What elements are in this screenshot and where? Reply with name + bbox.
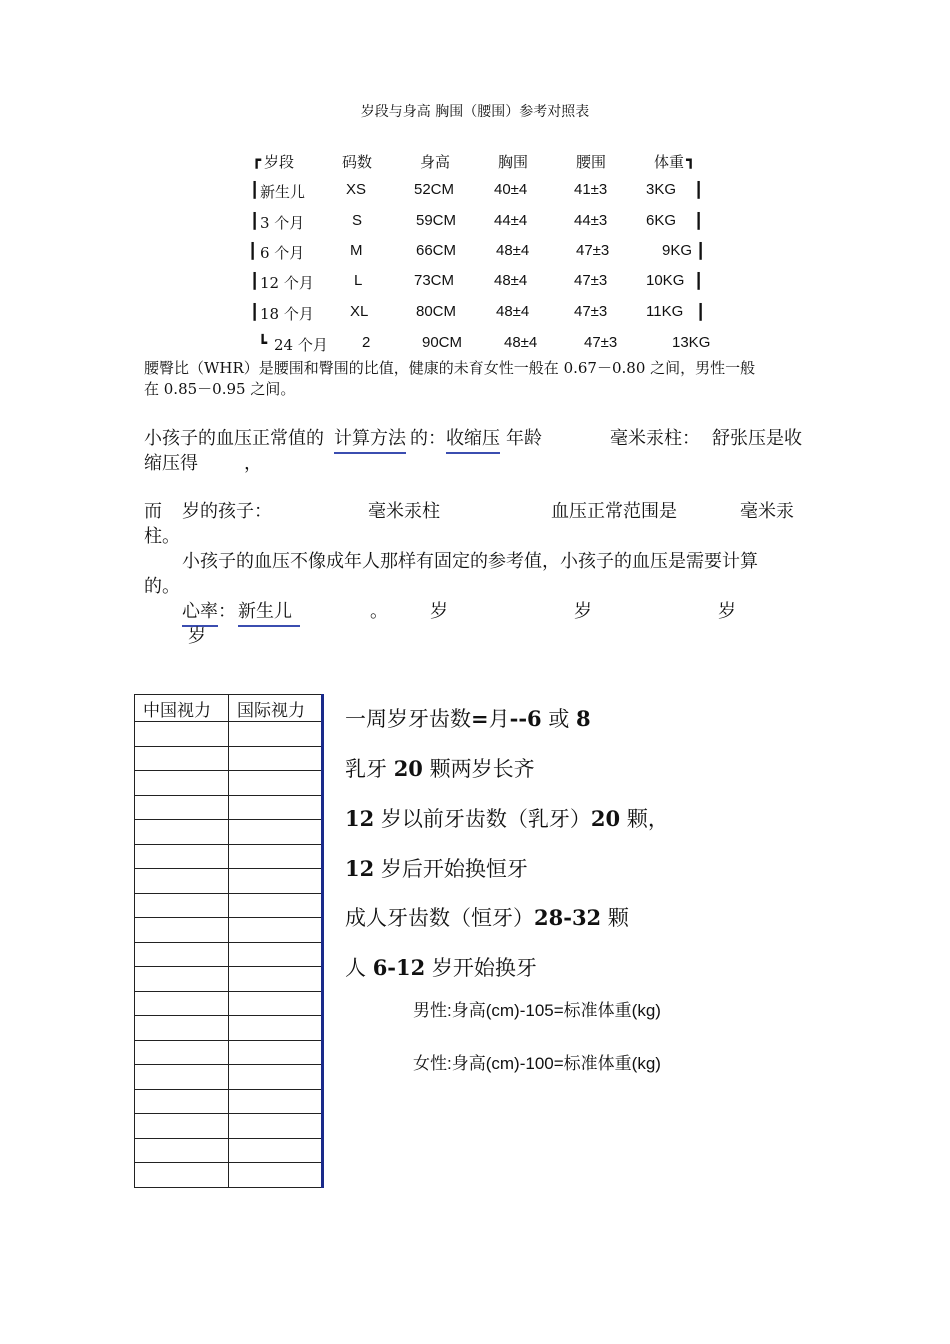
vision-table-cell (135, 1089, 229, 1114)
female-weight-formula: 女性:身高(cm)-100=标准体重(kg) (413, 1054, 661, 1073)
header-weight: 体重 (654, 153, 685, 171)
row-border-left: ┃ (250, 212, 260, 230)
size-table-cell: 47±3 (576, 242, 610, 259)
size-table-cell: 52CM (414, 181, 455, 198)
size-table-cell: 73CM (414, 272, 455, 289)
vision-table-cell (229, 820, 323, 845)
newborn-link[interactable]: 新生儿 (238, 599, 300, 627)
size-table-cell: 12 个月 (260, 274, 314, 292)
size-table-cell: 44±4 (494, 212, 528, 229)
size-table-cell: 47±3 (584, 334, 618, 351)
vision-table-cell (135, 1040, 229, 1065)
size-table-cell: XS (346, 181, 367, 198)
teeth-note-number: 12 (345, 806, 375, 831)
header-height: 身高 (420, 153, 451, 171)
vision-table-cell (135, 795, 229, 820)
vision-table-cell (229, 1089, 323, 1114)
size-table-cell: 18 个月 (260, 305, 314, 323)
corner-top-left: ┏ (252, 151, 262, 169)
teeth-note-number: 8 (576, 706, 591, 731)
vision-table-row (135, 820, 323, 845)
row-border-left: ┃ (248, 242, 258, 260)
row-border-right: ┃ (696, 303, 706, 321)
size-table-cell: 59CM (416, 212, 457, 229)
vision-table (134, 694, 324, 1188)
size-table-cell: 11KG (646, 303, 684, 320)
vision-table-cell (135, 771, 229, 796)
teeth-note-text: 颗， (620, 807, 669, 831)
vision-table-row (135, 869, 323, 894)
teeth-note-text: 颗 (601, 906, 629, 930)
size-table-cell: 3KG (646, 181, 677, 198)
bp-link-method[interactable]: 计算方法 (334, 426, 406, 454)
teeth-note-text: 月 (488, 707, 510, 731)
vision-table-row (135, 1040, 323, 1065)
whr-paragraph (144, 358, 824, 400)
vision-table-cell (229, 746, 323, 771)
bp-text: 而 (144, 501, 162, 522)
vision-table-cell (135, 844, 229, 869)
vision-table-cell (229, 991, 323, 1016)
heart-rate (144, 599, 824, 649)
size-table-cell: 24 个月 (274, 336, 328, 354)
vision-table-cell (229, 1040, 323, 1065)
teeth-note (345, 803, 669, 833)
teeth-note-number: 20 (393, 756, 423, 781)
bp-text: 的。 (144, 576, 180, 597)
size-table-cell: 48±4 (494, 272, 528, 289)
vision-table-cell (135, 1138, 229, 1163)
vision-table-row (135, 771, 323, 796)
size-table-cell: 66CM (416, 242, 457, 259)
vision-table-cell (135, 967, 229, 992)
teeth-note-text: 一周岁牙齿数 (345, 707, 471, 731)
vision-table-cell (135, 1114, 229, 1139)
heart-rate-link[interactable]: 心率 (182, 599, 218, 627)
vision-table-cell (135, 820, 229, 845)
row-border-right: ┃ (694, 272, 704, 290)
teeth-note-number: 6-12 (372, 955, 426, 980)
size-table-cell: 2 (362, 334, 371, 351)
header-china-vision: 中国视力 (135, 695, 229, 722)
size-table-cell: 41±3 (574, 181, 608, 198)
vision-table-cell (229, 722, 323, 747)
size-table-cell: 80CM (416, 303, 457, 320)
bp-text: 小孩子的血压正常值的 (144, 428, 324, 449)
header-age: 岁段 (264, 153, 295, 171)
teeth-note-number: --6 (509, 706, 542, 731)
teeth-note-number: 12 (345, 856, 375, 881)
vision-table-row (135, 991, 323, 1016)
size-table-cell: 48±4 (504, 334, 538, 351)
corner-top-right: ┓ (686, 151, 696, 169)
row-border-left: ┃ (250, 272, 260, 290)
size-table-cell: 40±4 (494, 181, 528, 198)
teeth-note-text: 岁开始换牙 (425, 956, 537, 980)
vision-table-cell (229, 771, 323, 796)
teeth-note-text: 成人牙齿数（恒牙） (345, 906, 534, 930)
size-table-row (250, 242, 720, 268)
size-table-cell: 9KG (662, 242, 693, 259)
vision-table-row (135, 1163, 323, 1188)
teeth-note-number: = (471, 706, 489, 731)
teeth-note (345, 853, 528, 883)
whr-line-1: 腰臀比（WHR）是腰围和臀围的比值，健康的未育女性一般在 0.67－0.80 之间，男性一般 (144, 359, 756, 377)
header-chest: 胸围 (498, 153, 529, 171)
size-table-cell: S (352, 212, 363, 229)
heart-rate-text: 岁 (574, 601, 592, 622)
size-table-cell: 10KG (646, 272, 685, 289)
size-table-row (250, 303, 720, 329)
vision-table-cell (135, 869, 229, 894)
row-border-right: ┃ (694, 212, 704, 230)
page-title: 岁段与身高 胸围（腰围）参考对照表 (360, 104, 590, 120)
header-intl-vision: 国际视力 (229, 695, 323, 722)
vision-table-row (135, 1089, 323, 1114)
vision-table-row (135, 1138, 323, 1163)
size-table-row (250, 272, 720, 298)
vision-table-cell (229, 918, 323, 943)
vision-table-row (135, 746, 323, 771)
size-table-cell: L (354, 272, 363, 289)
bp-text: 年龄 (506, 428, 542, 449)
vision-table-cell (135, 1163, 229, 1188)
vision-table-cell (229, 1016, 323, 1041)
bp-text: 毫米汞柱： (610, 428, 700, 449)
vision-table-row (135, 1065, 323, 1090)
teeth-note-text: 岁以前牙齿数（乳牙） (374, 807, 591, 831)
teeth-note (345, 703, 591, 733)
size-table-cell: 44±3 (574, 212, 608, 229)
teeth-note-text: 人 (345, 956, 373, 980)
size-table-cell: 6KG (646, 212, 677, 229)
teeth-note (345, 902, 629, 932)
bp-text: 岁的孩子： (182, 501, 272, 522)
vision-table-cell (229, 1163, 323, 1188)
size-table-cell: XL (350, 303, 369, 320)
size-table-cell: 48±4 (496, 303, 530, 320)
vision-table-row (135, 1114, 323, 1139)
vision-table-cell (229, 967, 323, 992)
teeth-note-text: 或 (541, 707, 577, 731)
bp-text: 柱。 (144, 526, 180, 547)
vision-table-row (135, 942, 323, 967)
vision-table-row (135, 967, 323, 992)
vision-table-cell (229, 795, 323, 820)
bp-text: 的： (410, 428, 446, 449)
vision-table-cell (229, 893, 323, 918)
vision-table-cell (229, 844, 323, 869)
vision-table-row (135, 918, 323, 943)
header-size: 码数 (342, 153, 373, 171)
vision-table-cell (135, 942, 229, 967)
vision-table-cell (135, 991, 229, 1016)
heart-rate-text: 。 (370, 601, 388, 622)
row-border-right: ┃ (696, 242, 706, 260)
teeth-note-number: 28-32 (534, 905, 602, 930)
row-border-left: ┃ (250, 181, 260, 199)
vision-table-row (135, 1016, 323, 1041)
bp-text: 小孩子的血压不像成年人那样有固定的参考值，小孩子的血压是需要计算 (182, 551, 758, 572)
size-table-cell: 新生儿 (260, 183, 306, 201)
vision-table-cell (135, 1065, 229, 1090)
heart-rate-text: 岁 (430, 601, 448, 622)
vision-table-row (135, 893, 323, 918)
bp-text: 缩压得 (144, 453, 198, 474)
vision-table-row (135, 795, 323, 820)
heart-rate-text: ： (218, 601, 236, 622)
corner-bottom-left: ┗ (258, 334, 268, 352)
whr-line-2: 在 0.85－0.95 之间。 (144, 380, 296, 398)
size-table-cell: 47±3 (574, 303, 608, 320)
bp-text: ， (244, 453, 262, 474)
size-table-cell: 47±3 (574, 272, 608, 289)
row-border-left: ┃ (250, 303, 260, 321)
teeth-note (345, 952, 537, 982)
vision-table-cell (229, 1114, 323, 1139)
vision-table-cell (229, 942, 323, 967)
bp-paragraph (144, 426, 824, 476)
size-table-cell: 90CM (422, 334, 463, 351)
teeth-note (345, 753, 535, 783)
bp-text: 舒张压是收 (712, 428, 802, 449)
vision-table-cell (135, 893, 229, 918)
vision-table-cell (135, 1016, 229, 1041)
size-table-header (250, 151, 720, 177)
size-table-cell: 3 个月 (260, 214, 305, 232)
vision-table-row (135, 844, 323, 869)
size-table-cell: 13KG (672, 334, 711, 351)
size-table-cell: M (350, 242, 363, 259)
size-table-cell: 6 个月 (260, 244, 305, 262)
heart-rate-text: 岁 (718, 601, 736, 622)
teeth-note-text: 岁后开始换恒牙 (374, 857, 528, 881)
teeth-note-text: 乳牙 (345, 757, 394, 781)
bp-link-systolic[interactable]: 收缩压 (446, 426, 500, 454)
header-waist: 腰围 (576, 153, 607, 171)
size-table-row (250, 212, 720, 238)
vision-table-cell (229, 869, 323, 894)
male-weight-formula: 男性:身高(cm)-105=标准体重(kg) (413, 1001, 661, 1020)
vision-table-row (135, 722, 323, 747)
heart-rate-text: 岁 (188, 626, 206, 647)
vision-table-header (135, 695, 323, 722)
vision-table-cell (135, 722, 229, 747)
size-table-row (250, 181, 720, 207)
size-table-row (250, 334, 720, 360)
bp-paragraph-2 (144, 499, 824, 599)
teeth-note-number: 20 (590, 806, 621, 831)
bp-text: 血压正常范围是 (551, 501, 677, 522)
vision-table-cell (229, 1138, 323, 1163)
row-border-right: ┃ (694, 181, 704, 199)
vision-table-cell (229, 1065, 323, 1090)
teeth-note-text: 颗两岁长齐 (422, 757, 535, 781)
vision-table-cell (135, 746, 229, 771)
size-table-cell: 48±4 (496, 242, 530, 259)
bp-text: 毫米汞 (740, 501, 794, 522)
bp-text: 毫米汞柱 (368, 501, 440, 522)
vision-table-cell (135, 918, 229, 943)
